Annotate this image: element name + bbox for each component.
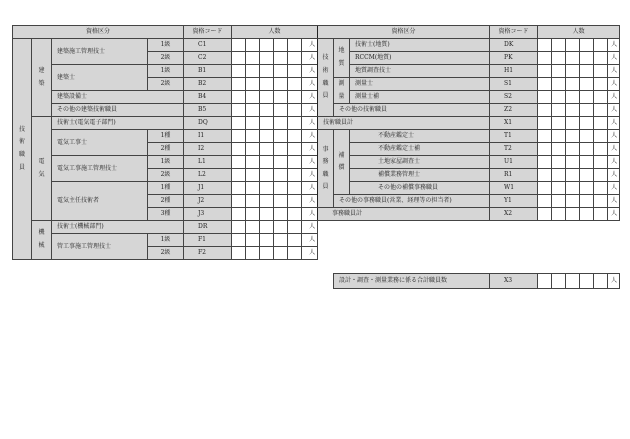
qual-code: I1 xyxy=(184,130,232,143)
qual-code: H1 xyxy=(490,65,538,78)
count-digit-input[interactable] xyxy=(594,117,608,130)
count-digit-input[interactable] xyxy=(538,143,552,156)
qual-grade: 1級 xyxy=(148,234,184,247)
unit-label: 人 xyxy=(608,182,620,195)
count-digit-input[interactable] xyxy=(260,130,274,143)
qual-name: その他の事務職員(営業、経理等の担当者) xyxy=(334,195,490,208)
count-digit-input[interactable] xyxy=(580,182,594,195)
category-text: 補 償 xyxy=(338,151,345,172)
count-digit-input[interactable] xyxy=(232,143,246,156)
count-digit-input[interactable] xyxy=(232,156,246,169)
qual-code: F2 xyxy=(184,247,232,260)
qual-grade: 2級 xyxy=(148,52,184,65)
count-digit-input[interactable] xyxy=(538,169,552,182)
category-text: 地 質 xyxy=(338,47,345,67)
right-qualification-table xyxy=(317,25,620,221)
count-digit-input[interactable] xyxy=(552,156,566,169)
total-staff-table xyxy=(333,273,620,289)
qual-code: X2 xyxy=(490,208,538,221)
category-text: 機 械 xyxy=(38,229,45,249)
qual-code: DK xyxy=(490,39,538,52)
qual-grade: 1種 xyxy=(148,182,184,195)
group-label-text: 技 術 職 員 xyxy=(18,125,25,171)
count-digit-input[interactable] xyxy=(260,52,274,65)
count-digit-input[interactable] xyxy=(580,143,594,156)
qual-name: 測量士 xyxy=(350,78,490,91)
unit-label: 人 xyxy=(302,143,318,156)
count-digit-input[interactable] xyxy=(566,182,580,195)
group-label-technical-staff xyxy=(318,39,334,117)
unit-label: 人 xyxy=(302,169,318,182)
qual-name: 事務職員計 xyxy=(318,208,490,221)
count-digit-input[interactable] xyxy=(260,234,274,247)
qual-name: 建築設備士 xyxy=(52,91,184,104)
count-digit-input[interactable] xyxy=(566,78,580,91)
unit-label: 人 xyxy=(302,208,318,221)
count-digit-input[interactable] xyxy=(288,169,302,182)
count-digit-input[interactable] xyxy=(580,52,594,65)
group-label-text: 技 術 職 員 xyxy=(322,54,329,100)
count-digit-input[interactable] xyxy=(232,247,246,260)
total-staff-code: X3 xyxy=(490,274,538,289)
left-qualification-table xyxy=(12,25,318,260)
count-digit-input[interactable] xyxy=(538,195,552,208)
unit-label: 人 xyxy=(608,52,620,65)
unit-label: 人 xyxy=(302,234,318,247)
count-digit-input[interactable] xyxy=(594,78,608,91)
count-digit-input[interactable] xyxy=(566,169,580,182)
count-digit-input[interactable] xyxy=(552,39,566,52)
count-digit-input[interactable] xyxy=(288,195,302,208)
count-digit-input[interactable] xyxy=(232,39,246,52)
count-digit-input[interactable] xyxy=(288,130,302,143)
count-digit-input[interactable] xyxy=(246,39,260,52)
count-digit-input[interactable] xyxy=(260,65,274,78)
header-count: 人数 xyxy=(538,26,620,39)
count-digit-input[interactable] xyxy=(580,91,594,104)
count-digit-input[interactable] xyxy=(566,156,580,169)
qual-code: I2 xyxy=(184,143,232,156)
count-digit-input[interactable] xyxy=(594,52,608,65)
count-digit-input[interactable] xyxy=(274,182,288,195)
count-digit-input[interactable] xyxy=(552,104,566,117)
count-digit-input[interactable] xyxy=(246,195,260,208)
qual-name: 技術士(地質) xyxy=(350,39,490,52)
count-digit-input[interactable] xyxy=(288,39,302,52)
count-digit-input[interactable] xyxy=(260,195,274,208)
count-digit-input[interactable] xyxy=(274,234,288,247)
qual-grade: 2種 xyxy=(148,195,184,208)
unit-label: 人 xyxy=(608,91,620,104)
count-digit-input[interactable] xyxy=(246,52,260,65)
count-digit-input[interactable] xyxy=(566,195,580,208)
count-digit-input[interactable] xyxy=(566,104,580,117)
count-digit-input[interactable] xyxy=(552,182,566,195)
count-digit-input[interactable] xyxy=(552,78,566,91)
count-digit-input[interactable] xyxy=(274,221,288,234)
count-digit-input[interactable] xyxy=(580,117,594,130)
count-digit-input[interactable] xyxy=(260,39,274,52)
category-label-machine xyxy=(32,221,52,260)
category-label-geology xyxy=(334,39,350,78)
unit-label: 人 xyxy=(608,104,620,117)
qual-code: Y1 xyxy=(490,195,538,208)
count-digit-input[interactable] xyxy=(566,65,580,78)
unit-label: 人 xyxy=(608,156,620,169)
unit-label: 人 xyxy=(608,117,620,130)
qual-grade: 2級 xyxy=(148,169,184,182)
count-digit-input[interactable] xyxy=(246,169,260,182)
count-digit-input[interactable] xyxy=(274,91,288,104)
category-label-compensation xyxy=(334,130,350,195)
count-digit-input[interactable] xyxy=(552,169,566,182)
count-digit-input[interactable] xyxy=(274,104,288,117)
count-digit-input[interactable] xyxy=(594,156,608,169)
qual-grade: 2種 xyxy=(148,143,184,156)
count-digit-input[interactable] xyxy=(260,143,274,156)
count-digit-input[interactable] xyxy=(566,117,580,130)
qual-name: RCCM(地質) xyxy=(350,52,490,65)
count-digit-input[interactable] xyxy=(260,78,274,91)
unit-label: 人 xyxy=(302,91,318,104)
count-digit-input[interactable] xyxy=(274,130,288,143)
unit-label: 人 xyxy=(608,274,620,289)
count-digit-input[interactable] xyxy=(246,221,260,234)
group-label-technical-staff xyxy=(13,39,32,260)
count-digit-input[interactable] xyxy=(232,195,246,208)
count-digit-input[interactable] xyxy=(594,39,608,52)
count-digit-input[interactable] xyxy=(260,221,274,234)
qual-grade: 1級 xyxy=(148,39,184,52)
count-digit-input[interactable] xyxy=(232,169,246,182)
qual-code: C2 xyxy=(184,52,232,65)
unit-label: 人 xyxy=(608,195,620,208)
count-digit-input[interactable] xyxy=(580,156,594,169)
count-digit-input[interactable] xyxy=(580,65,594,78)
count-digit-input[interactable] xyxy=(288,221,302,234)
count-digit-input[interactable] xyxy=(538,52,552,65)
unit-label: 人 xyxy=(302,130,318,143)
count-digit-input[interactable] xyxy=(246,156,260,169)
qual-name: 測量士補 xyxy=(350,91,490,104)
qual-name: 建築施工管理技士 xyxy=(52,39,148,65)
count-digit-input[interactable] xyxy=(246,182,260,195)
count-digit-input[interactable] xyxy=(274,78,288,91)
qual-name: 不動産鑑定士補 xyxy=(350,143,490,156)
qual-code: F1 xyxy=(184,234,232,247)
unit-label: 人 xyxy=(302,182,318,195)
count-digit-input[interactable] xyxy=(246,208,260,221)
count-digit-input[interactable] xyxy=(580,130,594,143)
count-digit-input[interactable] xyxy=(538,208,552,221)
count-digit-input[interactable] xyxy=(552,91,566,104)
group-label-text: 事 務 職 員 xyxy=(322,145,329,191)
count-digit-input[interactable] xyxy=(566,143,580,156)
count-digit-input[interactable] xyxy=(594,274,608,289)
total-staff-label: 設計・調査・測量業務に係る合計職員数 xyxy=(334,274,490,289)
count-digit-input[interactable] xyxy=(288,247,302,260)
count-digit-input[interactable] xyxy=(566,52,580,65)
unit-label: 人 xyxy=(608,208,620,221)
count-digit-input[interactable] xyxy=(580,104,594,117)
category-text: 測 量 xyxy=(338,80,345,100)
count-digit-input[interactable] xyxy=(538,65,552,78)
count-digit-input[interactable] xyxy=(580,195,594,208)
category-label-construction xyxy=(32,39,52,117)
count-digit-input[interactable] xyxy=(246,117,260,130)
group-label-office-staff xyxy=(318,130,334,208)
count-digit-input[interactable] xyxy=(246,247,260,260)
qual-code: Z2 xyxy=(490,104,538,117)
count-digit-input[interactable] xyxy=(246,65,260,78)
qual-name: 電気主任技術者 xyxy=(52,182,148,221)
qual-code: X1 xyxy=(490,117,538,130)
count-digit-input[interactable] xyxy=(260,169,274,182)
count-digit-input[interactable] xyxy=(246,130,260,143)
count-digit-input[interactable] xyxy=(260,247,274,260)
qual-code: L1 xyxy=(184,156,232,169)
unit-label: 人 xyxy=(302,104,318,117)
count-digit-input[interactable] xyxy=(580,274,594,289)
qual-code: S2 xyxy=(490,91,538,104)
unit-label: 人 xyxy=(608,65,620,78)
count-digit-input[interactable] xyxy=(580,169,594,182)
qual-grade: 1種 xyxy=(148,130,184,143)
qual-name: その他の技術職員 xyxy=(334,104,490,117)
count-digit-input[interactable] xyxy=(274,52,288,65)
header-code: 資格コード xyxy=(184,26,232,39)
count-digit-input[interactable] xyxy=(288,234,302,247)
qual-code: T2 xyxy=(490,143,538,156)
count-digit-input[interactable] xyxy=(538,182,552,195)
count-digit-input[interactable] xyxy=(288,52,302,65)
qual-code: DR xyxy=(184,221,232,234)
unit-label: 人 xyxy=(302,52,318,65)
count-digit-input[interactable] xyxy=(538,117,552,130)
header-count: 人数 xyxy=(232,26,318,39)
category-label-electric xyxy=(32,117,52,221)
qual-grade: 2級 xyxy=(148,78,184,91)
count-digit-input[interactable] xyxy=(594,65,608,78)
qual-name: 建築士 xyxy=(52,65,148,91)
count-digit-input[interactable] xyxy=(246,91,260,104)
count-digit-input[interactable] xyxy=(260,104,274,117)
count-digit-input[interactable] xyxy=(232,117,246,130)
qual-grade: 2級 xyxy=(148,247,184,260)
count-digit-input[interactable] xyxy=(232,130,246,143)
count-digit-input[interactable] xyxy=(246,234,260,247)
count-digit-input[interactable] xyxy=(538,130,552,143)
count-digit-input[interactable] xyxy=(594,182,608,195)
count-digit-input[interactable] xyxy=(552,52,566,65)
qual-code: U1 xyxy=(490,156,538,169)
count-digit-input[interactable] xyxy=(538,104,552,117)
count-digit-input[interactable] xyxy=(274,39,288,52)
count-digit-input[interactable] xyxy=(552,143,566,156)
count-digit-input[interactable] xyxy=(538,39,552,52)
qual-name: 技術士(機械部門) xyxy=(52,221,184,234)
count-digit-input[interactable] xyxy=(594,169,608,182)
qual-name: 電気工事士 xyxy=(52,130,148,156)
count-digit-input[interactable] xyxy=(594,104,608,117)
qual-grade: 1級 xyxy=(148,65,184,78)
count-digit-input[interactable] xyxy=(566,91,580,104)
unit-label: 人 xyxy=(302,195,318,208)
count-digit-input[interactable] xyxy=(274,65,288,78)
qual-name: 土地家屋調査士 xyxy=(350,156,490,169)
qual-name: 技術職員計 xyxy=(318,117,490,130)
count-digit-input[interactable] xyxy=(538,78,552,91)
count-digit-input[interactable] xyxy=(274,156,288,169)
count-digit-input[interactable] xyxy=(232,182,246,195)
count-digit-input[interactable] xyxy=(538,274,552,289)
count-digit-input[interactable] xyxy=(566,274,580,289)
count-digit-input[interactable] xyxy=(232,208,246,221)
qual-grade: 1級 xyxy=(148,156,184,169)
count-digit-input[interactable] xyxy=(288,91,302,104)
header-category: 資格区分 xyxy=(318,26,490,39)
count-digit-input[interactable] xyxy=(288,208,302,221)
count-digit-input[interactable] xyxy=(552,274,566,289)
count-digit-input[interactable] xyxy=(232,52,246,65)
count-digit-input[interactable] xyxy=(274,208,288,221)
count-digit-input[interactable] xyxy=(274,195,288,208)
unit-label: 人 xyxy=(608,78,620,91)
unit-label: 人 xyxy=(608,39,620,52)
count-digit-input[interactable] xyxy=(232,78,246,91)
count-digit-input[interactable] xyxy=(246,104,260,117)
count-digit-input[interactable] xyxy=(232,91,246,104)
count-digit-input[interactable] xyxy=(246,143,260,156)
count-digit-input[interactable] xyxy=(288,78,302,91)
qual-name: 技術士(電気電子部門) xyxy=(52,117,184,130)
count-digit-input[interactable] xyxy=(232,234,246,247)
count-digit-input[interactable] xyxy=(594,143,608,156)
unit-label: 人 xyxy=(302,247,318,260)
count-digit-input[interactable] xyxy=(260,117,274,130)
header-category: 資格区分 xyxy=(13,26,184,39)
count-digit-input[interactable] xyxy=(274,143,288,156)
header-code: 資格コード xyxy=(490,26,538,39)
qual-name: その他の建築技術職員 xyxy=(52,104,184,117)
category-text: 電 気 xyxy=(38,157,45,178)
count-digit-input[interactable] xyxy=(288,143,302,156)
unit-label: 人 xyxy=(608,169,620,182)
qual-name: 地質調査技士 xyxy=(350,65,490,78)
qual-code: B5 xyxy=(184,104,232,117)
unit-label: 人 xyxy=(302,65,318,78)
category-text: 建 築 xyxy=(38,66,45,87)
count-digit-input[interactable] xyxy=(260,208,274,221)
qual-code: B4 xyxy=(184,91,232,104)
count-digit-input[interactable] xyxy=(274,247,288,260)
qual-name: 不動産鑑定士 xyxy=(350,130,490,143)
count-digit-input[interactable] xyxy=(288,65,302,78)
qual-name: 管工事施工管理技士 xyxy=(52,234,148,260)
count-digit-input[interactable] xyxy=(260,91,274,104)
count-digit-input[interactable] xyxy=(274,117,288,130)
qual-name: その他の補償事務職員 xyxy=(350,182,490,195)
count-digit-input[interactable] xyxy=(594,91,608,104)
unit-label: 人 xyxy=(302,221,318,234)
unit-label: 人 xyxy=(302,156,318,169)
qual-code: DQ xyxy=(184,117,232,130)
unit-label: 人 xyxy=(302,78,318,91)
count-digit-input[interactable] xyxy=(580,78,594,91)
count-digit-input[interactable] xyxy=(566,39,580,52)
count-digit-input[interactable] xyxy=(232,65,246,78)
count-digit-input[interactable] xyxy=(274,169,288,182)
count-digit-input[interactable] xyxy=(538,156,552,169)
qual-code: J2 xyxy=(184,195,232,208)
qual-code: C1 xyxy=(184,39,232,52)
unit-label: 人 xyxy=(302,117,318,130)
count-digit-input[interactable] xyxy=(246,78,260,91)
qual-code: B2 xyxy=(184,78,232,91)
count-digit-input[interactable] xyxy=(552,208,566,221)
category-label-survey xyxy=(334,78,350,104)
count-digit-input[interactable] xyxy=(566,130,580,143)
qual-code: R1 xyxy=(490,169,538,182)
count-digit-input[interactable] xyxy=(260,182,274,195)
unit-label: 人 xyxy=(608,143,620,156)
count-digit-input[interactable] xyxy=(232,104,246,117)
qual-code: PK xyxy=(490,52,538,65)
qual-code: W1 xyxy=(490,182,538,195)
count-digit-input[interactable] xyxy=(288,156,302,169)
count-digit-input[interactable] xyxy=(552,65,566,78)
qual-code: J1 xyxy=(184,182,232,195)
count-digit-input[interactable] xyxy=(580,208,594,221)
count-digit-input[interactable] xyxy=(260,156,274,169)
count-digit-input[interactable] xyxy=(288,117,302,130)
qual-code: L2 xyxy=(184,169,232,182)
count-digit-input[interactable] xyxy=(594,195,608,208)
unit-label: 人 xyxy=(302,39,318,52)
count-digit-input[interactable] xyxy=(538,91,552,104)
count-digit-input[interactable] xyxy=(552,195,566,208)
qual-code: J3 xyxy=(184,208,232,221)
unit-label: 人 xyxy=(608,130,620,143)
qual-grade: 3種 xyxy=(148,208,184,221)
count-digit-input[interactable] xyxy=(552,130,566,143)
count-digit-input[interactable] xyxy=(288,104,302,117)
count-digit-input[interactable] xyxy=(580,39,594,52)
count-digit-input[interactable] xyxy=(232,221,246,234)
count-digit-input[interactable] xyxy=(594,208,608,221)
count-digit-input[interactable] xyxy=(566,208,580,221)
qual-code: S1 xyxy=(490,78,538,91)
qual-code: B1 xyxy=(184,65,232,78)
qual-name: 補償業務管理士 xyxy=(350,169,490,182)
qual-name: 電気工事施工管理技士 xyxy=(52,156,148,182)
qual-code: T1 xyxy=(490,130,538,143)
count-digit-input[interactable] xyxy=(552,117,566,130)
count-digit-input[interactable] xyxy=(594,130,608,143)
count-digit-input[interactable] xyxy=(288,182,302,195)
